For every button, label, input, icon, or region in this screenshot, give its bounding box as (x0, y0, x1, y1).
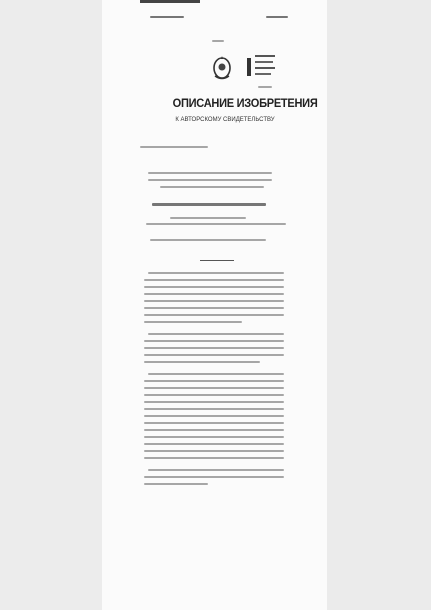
body-line (144, 443, 284, 445)
document-subtitle: К АВТОРСКОМУ СВИДЕТЕЛЬСТВУ (175, 117, 275, 123)
body-line (144, 387, 284, 389)
body-line (144, 422, 284, 424)
body-line (144, 321, 242, 323)
header-center-mark (212, 40, 224, 42)
body-line (148, 272, 284, 274)
scan-margin-left (0, 0, 102, 610)
reference-line (170, 217, 246, 219)
body-line (144, 457, 284, 459)
section-divider (200, 260, 234, 261)
priority-line (150, 239, 266, 241)
body-line (148, 469, 284, 471)
body-line (144, 300, 284, 302)
body-line (144, 483, 208, 485)
authors-line (160, 186, 264, 188)
body-line (144, 354, 284, 356)
invention-name (152, 203, 266, 206)
classification-stamp (246, 52, 278, 80)
header-left-mark (150, 16, 184, 18)
document-title: ОПИСАНИЕ ИЗОБРЕТЕНИЯ (172, 96, 318, 110)
body-line (144, 436, 284, 438)
body-line (148, 373, 284, 375)
body-line (144, 340, 284, 342)
body-line (144, 429, 284, 431)
authors-line (148, 179, 272, 181)
body-line (144, 476, 284, 478)
authors-line (148, 172, 272, 174)
state-emblem-icon (210, 54, 234, 82)
body-line (144, 314, 284, 316)
scan-top-edge-mark (140, 0, 200, 3)
body-line (148, 333, 284, 335)
document-page (102, 0, 327, 610)
body-line (144, 279, 284, 281)
body-line (144, 293, 284, 295)
body-line (144, 394, 284, 396)
body-line (144, 307, 284, 309)
scan-margin-right (327, 0, 431, 610)
body-line (144, 347, 284, 349)
body-line (144, 450, 284, 452)
header-right-mark (266, 16, 288, 18)
body-line (144, 415, 284, 417)
stamp-line (258, 86, 272, 88)
bibliographic-line (140, 146, 208, 148)
body-line (144, 408, 284, 410)
body-line (144, 361, 260, 363)
reference-line (146, 223, 286, 225)
body-line (144, 401, 284, 403)
body-line (144, 286, 284, 288)
body-line (144, 380, 284, 382)
